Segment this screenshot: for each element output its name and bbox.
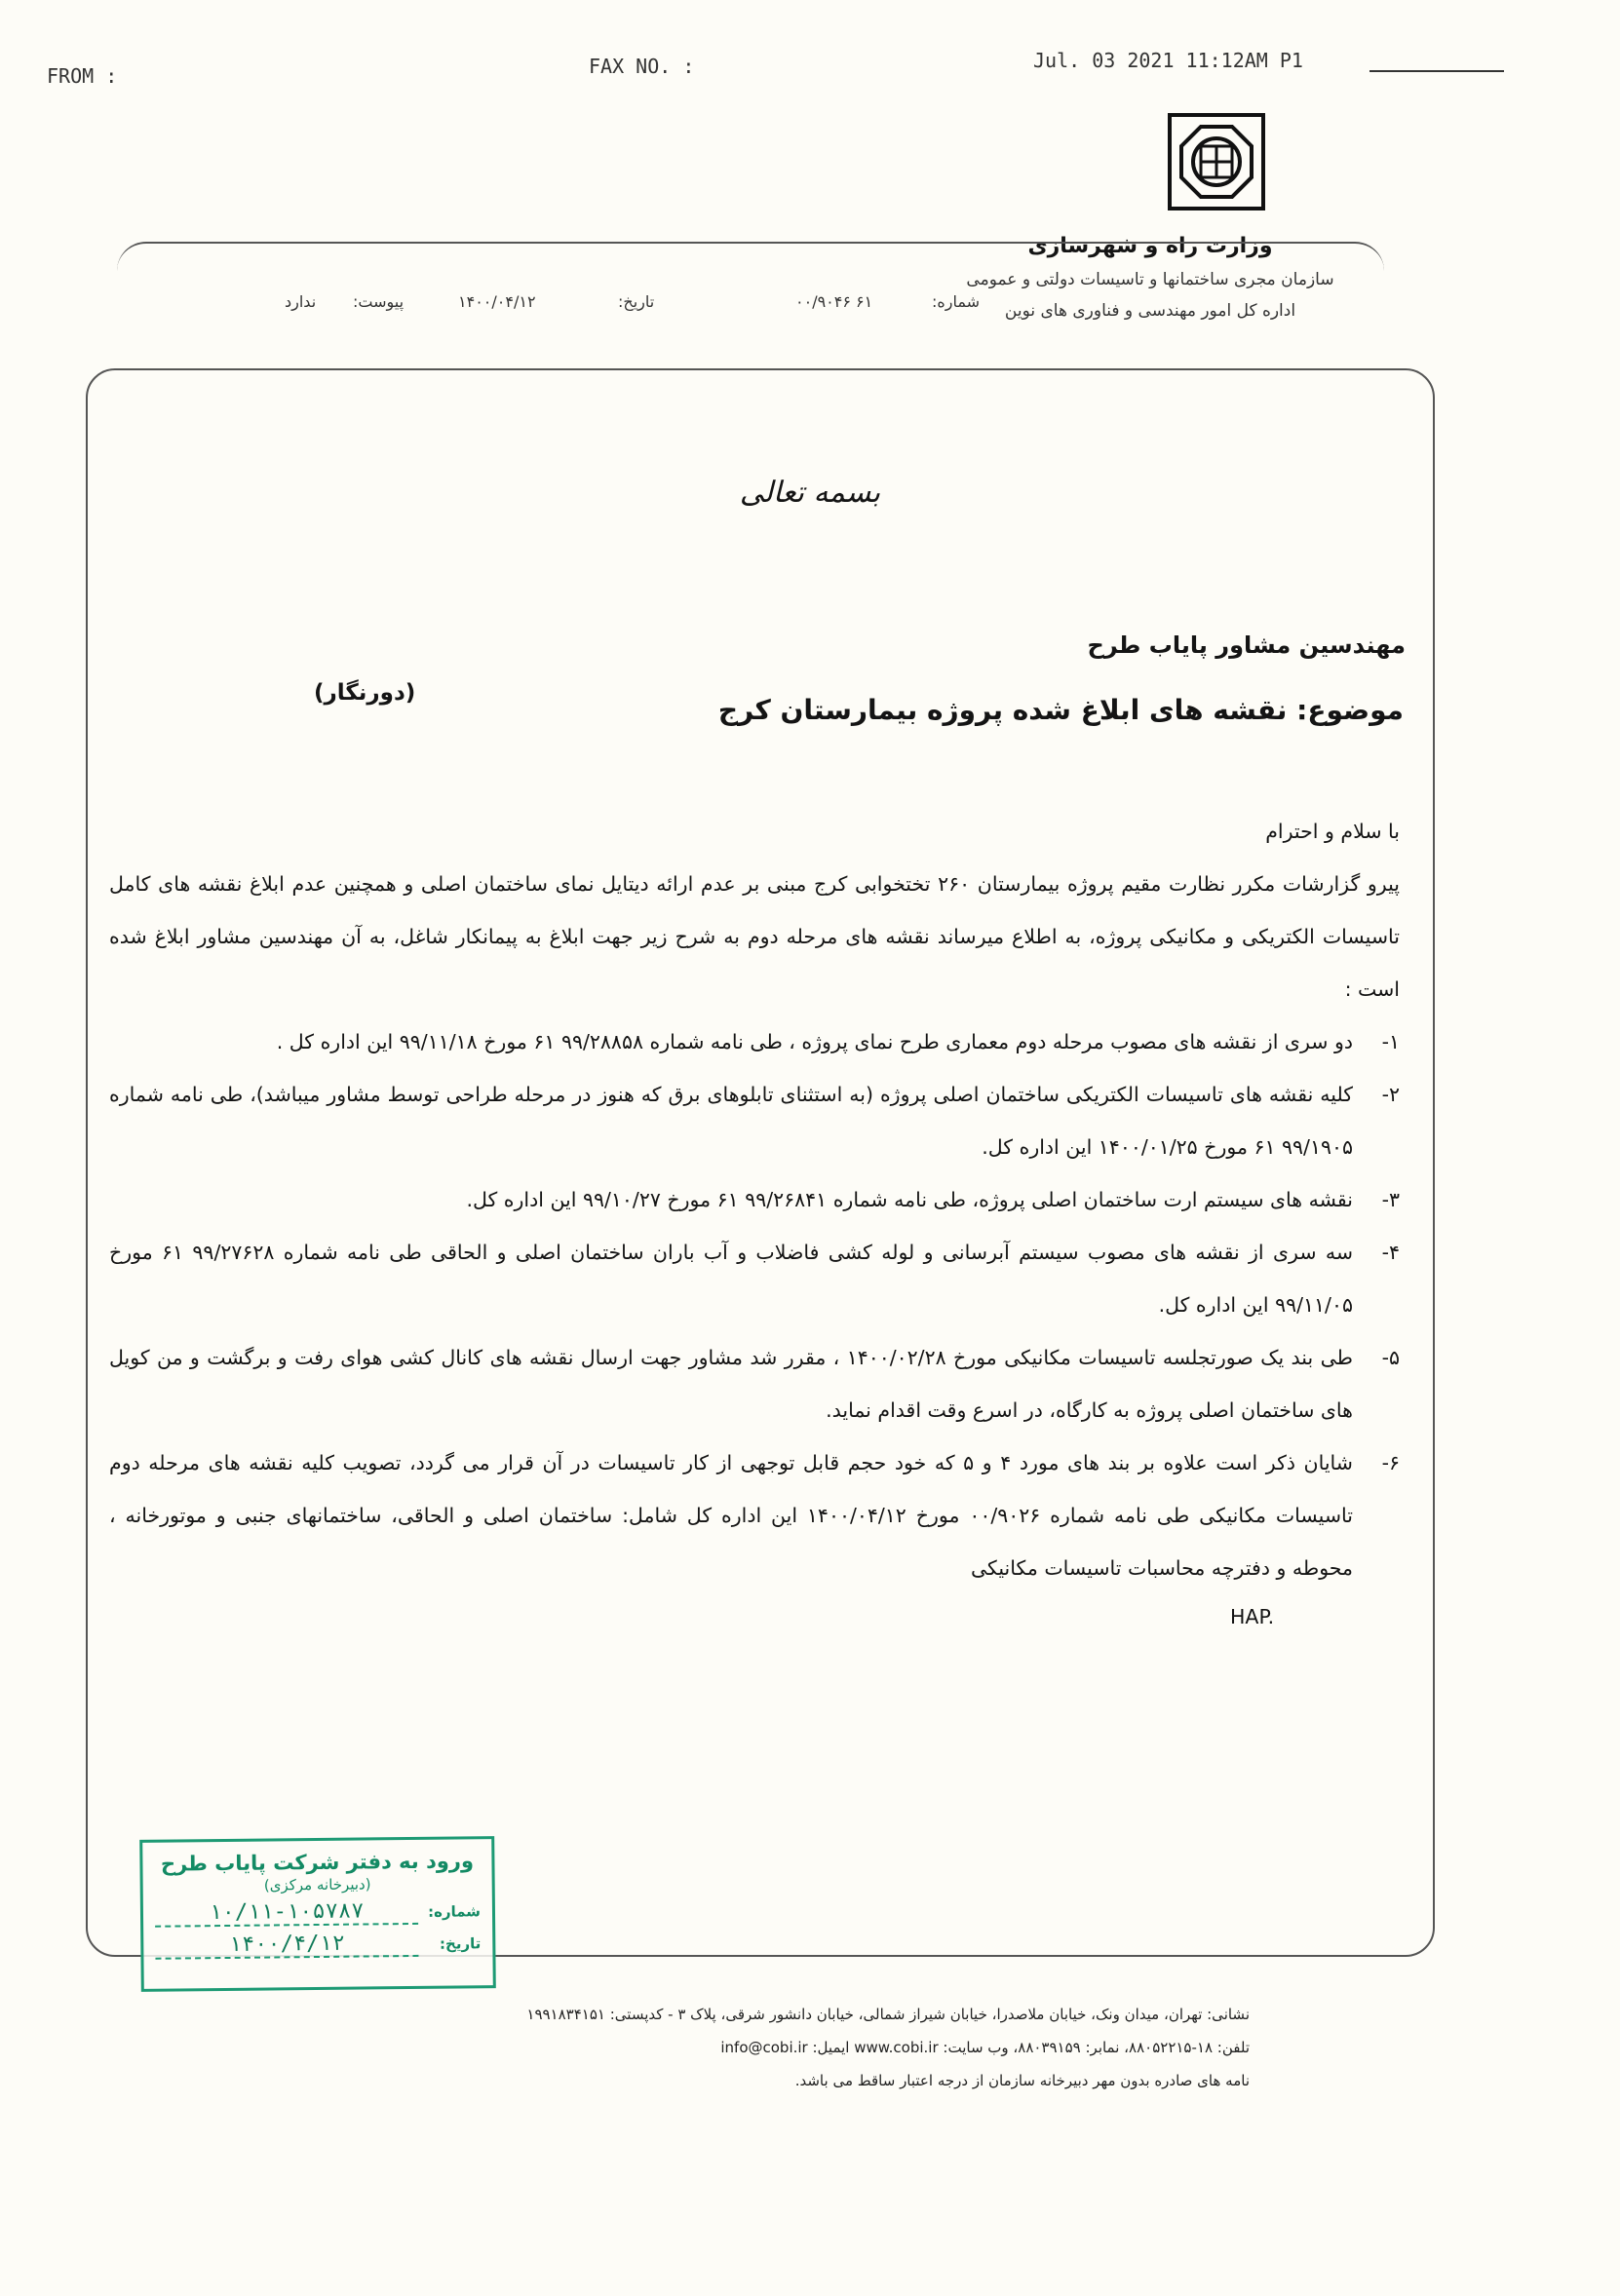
stamp-date-label: تاریخ: xyxy=(439,1933,482,1953)
list-item-text: نقشه های سیستم ارت ساختمان اصلی پروژه، طی نامه شماره ۹۹/۲۶۸۴۱ ۶۱ مورخ ۹۹/۱۰/۲۷ این اداره کل. xyxy=(466,1188,1353,1211)
letter-meta xyxy=(136,292,981,322)
fax-page-underline xyxy=(1369,70,1504,72)
list-item xyxy=(109,1015,1400,1068)
delivery-method: (دورنگار) xyxy=(314,680,416,706)
trailing-code: HAP. xyxy=(1230,1605,1275,1628)
receipt-stamp xyxy=(139,1836,496,1992)
list-item-text: شایان ذکر است علاوه بر بند های مورد ۴ و ۵ که خود حجم قابل توجهی از کار تاسیسات در آن قرار می گردد، تصویب کلیه نقشه های مرحله دوم تاسیسات مکانیکی طی نامه شماره ۰۰/۹۰۲۶ مورخ ۱۴۰۰/۰۴/۱۲ این اداره کل شامل: ساختمان اصلی و الحاقی، ساختمانهای جنبی و موتورخانه ، محوطه و دفترچه محاسبات تاسیسات مکانیکی xyxy=(109,1451,1353,1580)
list-item-number: ۶- xyxy=(1381,1451,1400,1474)
letter-date-value: ۱۴۰۰/۰۴/۱۲ xyxy=(458,292,536,311)
fax-number: FAX NO. : xyxy=(589,55,695,78)
letterhead-top-border xyxy=(117,242,1384,273)
recipient: مهندسین مشاور پایاب طرح xyxy=(1087,631,1406,659)
list-item-number: ۱- xyxy=(1381,1030,1400,1053)
ministry-logo-icon xyxy=(1168,113,1265,210)
list-item-number: ۳- xyxy=(1381,1188,1400,1211)
list-item-text: سه سری از نقشه های مصوب سیستم آبرسانی و لوله کشی فاضلاب و آب باران ساختمان اصلی و الحاقی طی نامه شماره ۹۹/۲۷۶۲۸ ۶۱ مورخ ۹۹/۱۱/۰۵ این اداره کل. xyxy=(109,1241,1353,1317)
stamp-title: ورود به دفتر شرکت پایاب طرح xyxy=(160,1849,475,1876)
subject-line: موضوع: نقشه های ابلاغ شده پروژه بیمارستان کرج xyxy=(717,694,1404,726)
fax-from: FROM : xyxy=(47,64,118,88)
department-name: اداره کل امور مهندسی و فناوری های نوین xyxy=(1004,301,1296,321)
stamp-date-row xyxy=(155,1930,481,1959)
footer-note: نامه های صادره بدون مهر دبیرخانه سازمان از درجه اعتبار ساقط می باشد. xyxy=(794,2072,1250,2089)
letter-attachment-value: ندارد xyxy=(285,292,317,311)
letter-body xyxy=(109,805,1400,1643)
letter-date-label: تاریخ: xyxy=(618,292,655,311)
list-item xyxy=(109,1436,1400,1594)
letter-number-label: شماره: xyxy=(932,292,981,311)
list-item-text: طی بند یک صورتجلسه تاسیسات مکانیکی مورخ ۱۴۰۰/۰۲/۲۸ ، مقرر شد مشاور جهت ارسال نقشه های کانال کشی هوای رفت و برگشت و من کویل های ساختمان اصلی پروژه به کارگاه، در اسرع وقت اقدام نماید. xyxy=(109,1346,1353,1422)
fax-header xyxy=(0,49,1620,88)
fax-datetime-page: Jul. 03 2021 11:12AM P1 xyxy=(1033,49,1303,72)
list-item-number: ۴- xyxy=(1381,1241,1400,1264)
letter-number-value: ۶۱ ۰۰/۹۰۴۶ xyxy=(795,292,873,311)
agency-name: سازمان مجری ساختمانها و تاسیسات دولتی و عمومی xyxy=(966,270,1334,289)
stamp-number-value: ۱۰/۱۱-۱۰۵۷۸۷ xyxy=(155,1898,418,1928)
list-item-number: ۵- xyxy=(1381,1346,1400,1369)
list-item xyxy=(109,1173,1400,1226)
basmala-heading: بسمه تعالی xyxy=(739,476,881,510)
stamp-date-value: ۱۴۰۰/۴/۱۲ xyxy=(155,1931,418,1960)
intro-paragraph: پیرو گزارشات مکرر نظارت مقیم پروژه بیمارستان ۲۶۰ تختخوابی کرج مبنی بر عدم ارائه دیتایل نمای ساختمان اصلی و همچنین عدم ابلاغ نقشه های کامل تاسیسات الکتریکی و مکانیکی پروژه، به اطلاع میرساند نقشه های مرحله دوم به شرح زیر جهت ابلاغ به پیمانکار شاغل، به آن مهندسین مشاور ابلاغ شده است : xyxy=(109,872,1400,1001)
footer-address: نشانی: تهران، میدان ونک، خیابان ملاصدرا، خیابان شیراز شمالی، خیابان دانشور شرقی، پلاک ۳ - کدپستی: ۱۹۹۱۸۳۴۱۵۱ xyxy=(526,2006,1250,2023)
stamp-number-label: شماره: xyxy=(427,1901,482,1921)
letter-footer xyxy=(431,1998,1250,2097)
greeting: با سلام و احترام xyxy=(1265,820,1400,843)
list-item xyxy=(109,1068,1400,1173)
list-item-number: ۲- xyxy=(1381,1083,1400,1106)
list-item-text: کلیه نقشه های تاسیسات الکتریکی ساختمان اصلی پروژه (به استثنای تابلوهای برق که هنوز در مرحله طراحی توسط مشاور میباشد)، طی نامه شماره ۹۹/۱۹۰۵ ۶۱ مورخ ۱۴۰۰/۰۱/۲۵ این اداره کل. xyxy=(109,1083,1353,1159)
footer-contact: تلفن: ۱۸-۸۸۰۵۲۲۱۵، نمابر: ۸۸۰۳۹۱۵۹، وب سایت: www.cobi.ir ایمیل: info@cobi.ir xyxy=(720,2039,1250,2056)
letter-attachment-label: پیوست: xyxy=(353,292,405,311)
ministry-name: وزارت راه و شهرسازی xyxy=(1027,234,1273,258)
list-item xyxy=(109,1226,1400,1331)
stamp-subtitle: (دبیرخانه مرکزی) xyxy=(263,1875,371,1894)
stamp-number-row xyxy=(155,1897,481,1927)
list-item-text: دو سری از نقشه های مصوب مرحله دوم معماری طرح نمای پروژه ، طی نامه شماره ۹۹/۲۸۸۵۸ ۶۱ مورخ ۹۹/۱۱/۱۸ این اداره کل . xyxy=(276,1030,1353,1053)
list-item xyxy=(109,1331,1400,1436)
